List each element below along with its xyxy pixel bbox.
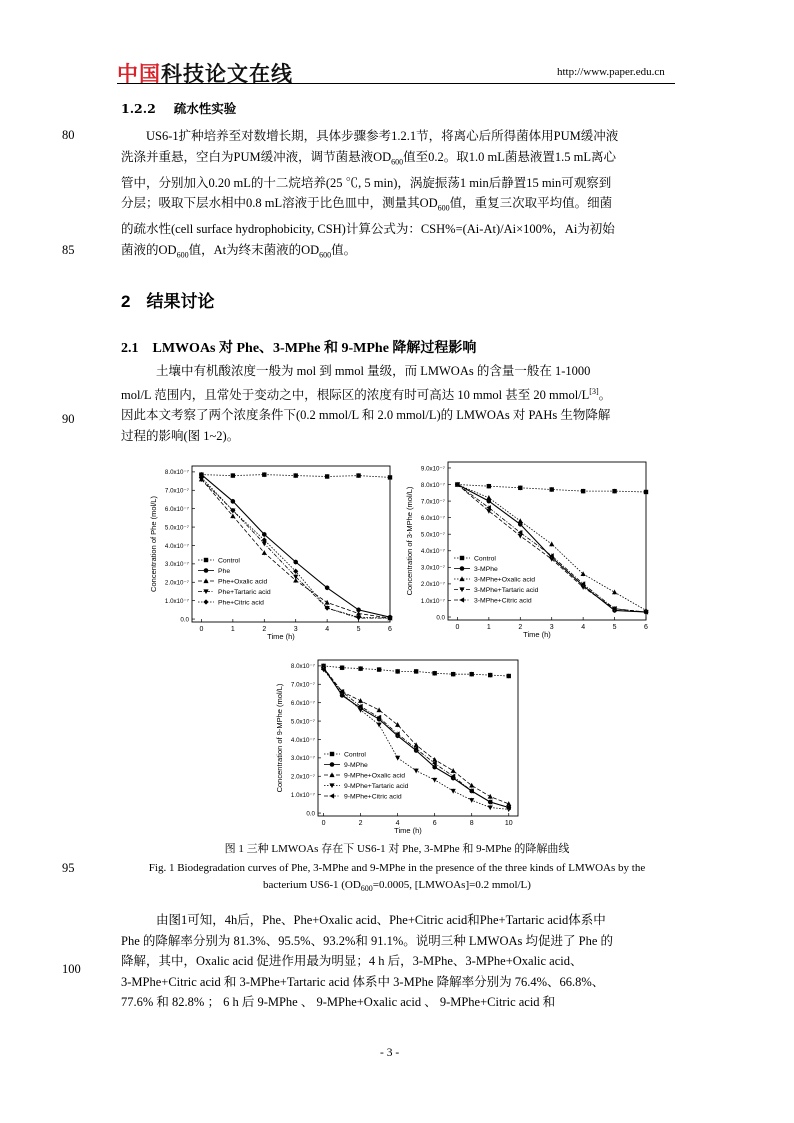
header-url: http://www.paper.edu.cn bbox=[557, 66, 665, 78]
y-tick-label: 3.0x10⁻⁷ bbox=[164, 561, 189, 569]
data-point bbox=[262, 472, 266, 476]
data-point bbox=[395, 669, 399, 673]
data-point bbox=[487, 484, 491, 488]
data-point bbox=[549, 542, 554, 547]
legend-label: 9-MPhe bbox=[344, 761, 368, 769]
line-number: 100 bbox=[62, 962, 81, 976]
data-point bbox=[432, 778, 437, 783]
legend-marker bbox=[204, 558, 208, 562]
figure-caption: 图 1 三种 LMWOAs 存在下 US6-1 对 Phe, 3-MPhe 和 9-MPhe 的降解曲线 Fig. 1 Biodegradation curves of Phe, 3-MPhe and 9-MPhe in the presence of the three kinds of LMWOAs by the bacterium US6-1 ($OD_{600}=0.0005$, [LMWOAs]=0.2 mmol/L) bbox=[148, 843, 646, 894]
y-tick-label: 6.0x10⁻⁷ bbox=[290, 699, 315, 707]
legend-marker bbox=[330, 762, 335, 767]
section-heading-1-2-2: 1.2.2 疏水性实验 bbox=[121, 101, 237, 116]
y-tick-label: 6.0x10⁻⁷ bbox=[420, 514, 445, 522]
legend-marker bbox=[204, 568, 209, 573]
series-4 bbox=[455, 482, 648, 615]
x-tick-label: 4 bbox=[395, 820, 400, 827]
data-point bbox=[518, 518, 523, 523]
x-axis-label: Time (h) bbox=[394, 826, 422, 835]
paragraph-lmwoas: 土壤中有机酸浓度一般为 mol 到 mmol 量级，而 LMWOAs 的含量一般在 1-1000 mol/L 范围内，且常处于变动之中，根际区的浓度有时可高达 10 mmol 甚至 20 mmol/L[3]。 因此本文考察了两个浓度条件下(0.2 mmol/L 和 2.0 mmol/L)的 LMWOAs 对 PAHs 生物降解 过程的影响(图 1~2)。 bbox=[121, 364, 612, 443]
series-0 bbox=[321, 663, 511, 678]
line-number: 90 bbox=[62, 412, 75, 426]
chart-9mphe bbox=[268, 652, 532, 838]
x-axis-label: Time (h) bbox=[523, 630, 551, 639]
data-point bbox=[377, 667, 381, 671]
data-point bbox=[358, 698, 363, 703]
data-point bbox=[518, 486, 522, 490]
y-tick-label: 8.0x10⁻⁷ bbox=[290, 663, 315, 671]
data-point bbox=[231, 499, 236, 504]
section-heading-2-1: 2.1 LMWOAs 对 Phe、3-MPhe 和 9-MPhe 降解过程影响 bbox=[121, 341, 477, 356]
y-tick-label: 7.0x10⁻⁷ bbox=[164, 487, 189, 495]
chart-phe bbox=[140, 458, 396, 642]
legend-label: 9-MPhe+Oxalic acid bbox=[344, 772, 406, 780]
y-tick-label: 5.0x10⁻⁷ bbox=[290, 718, 315, 726]
y-tick-label: 9.0x10⁻⁷ bbox=[420, 465, 445, 473]
y-tick-label: 3.0x10⁻⁷ bbox=[420, 564, 445, 572]
data-point bbox=[231, 473, 235, 477]
y-tick-label: 5.0x10⁻⁷ bbox=[420, 531, 445, 539]
y-tick-label: 5.0x10⁻⁷ bbox=[164, 524, 189, 532]
data-point bbox=[414, 669, 418, 673]
series-0 bbox=[199, 472, 392, 480]
data-point bbox=[451, 768, 456, 773]
y-tick-label: 4.0x10⁻⁷ bbox=[290, 736, 315, 744]
data-point bbox=[451, 672, 455, 676]
x-tick-label: 6 bbox=[432, 820, 437, 827]
y-tick-label: 1.0x10⁻⁷ bbox=[164, 597, 189, 605]
x-tick-label: 0 bbox=[199, 626, 204, 633]
data-point bbox=[414, 769, 419, 774]
y-axis-label: Concentration of 3-MPhe (mol/L) bbox=[405, 486, 414, 596]
legend-label: 9-MPhe+Tartaric acid bbox=[344, 782, 409, 790]
data-point bbox=[469, 798, 474, 803]
data-point bbox=[356, 473, 360, 477]
series-0 bbox=[455, 482, 648, 494]
x-tick-label: 1 bbox=[486, 624, 491, 631]
data-point bbox=[377, 723, 382, 728]
data-point bbox=[325, 585, 330, 590]
data-point bbox=[488, 673, 492, 677]
data-point bbox=[470, 672, 474, 676]
y-axis-label: Concentration of 9-MPhe (mol/L) bbox=[275, 683, 284, 793]
y-tick-label: 4.0x10⁻⁷ bbox=[164, 542, 189, 550]
x-tick-label: 0 bbox=[455, 624, 460, 631]
data-point bbox=[581, 489, 585, 493]
legend-marker bbox=[330, 752, 334, 756]
x-tick-label: 3 bbox=[293, 626, 298, 633]
legend-label: 9-MPhe+Citric acid bbox=[344, 793, 402, 801]
x-tick-label: 6 bbox=[644, 624, 648, 631]
y-tick-label: 7.0x10⁻⁷ bbox=[290, 681, 315, 689]
y-tick-label: 3.0x10⁻⁷ bbox=[290, 755, 315, 763]
legend-label: 3-MPhe+Oxalic acid bbox=[474, 576, 536, 584]
y-tick-label: 8.0x10⁻⁷ bbox=[420, 481, 445, 489]
data-point bbox=[486, 495, 491, 500]
paragraph-hydrophobicity: US6-1扩种培养至对数增长期，具体步骤参考1.2.1节，将离心后所得菌体用PUM缓冲液 洗涤并重悬，空白为PUM缓冲液，调节菌悬液$OD_{600}$值至0.2。取1.0 mL菌悬液置1.5 mL离心 管中，分别加入0.20 mL的十二烷培养(25 ℃, 5 min)，涡旋振荡1 min后静置15 min可观察到 分层；吸取下层水相中0.8 mL溶液于比色皿中，测量其$OD_{600}$值，重复三次取平均值。细菌 的疏水性(cell surface hydrophobicity, CSH)计算公式为：CSH%=(Ai-At)/Ai×100%，Ai为初始 菌液的$OD_{600}$值，At为终末菌液的$OD_{600}$值。 bbox=[121, 129, 619, 259]
legend-label: 3-MPhe+Tartaric acid bbox=[474, 586, 539, 594]
data-point bbox=[507, 674, 511, 678]
y-tick-label: 7.0x10⁻⁷ bbox=[420, 498, 445, 506]
data-point bbox=[550, 487, 554, 491]
data-point bbox=[612, 590, 617, 595]
y-tick-label: 1.0x10⁻⁷ bbox=[420, 597, 445, 605]
data-point bbox=[325, 600, 330, 605]
x-tick-label: 2 bbox=[358, 820, 363, 827]
x-tick-label: 4 bbox=[325, 626, 330, 633]
legend-label: 3-MPhe+Citric acid bbox=[474, 597, 532, 605]
series-1 bbox=[199, 472, 392, 620]
legend-marker bbox=[460, 556, 464, 560]
data-point bbox=[432, 671, 436, 675]
series-1 bbox=[455, 482, 648, 615]
header-rule bbox=[117, 83, 675, 84]
y-tick-label: 0.0 bbox=[436, 614, 445, 622]
y-tick-label: 0.0 bbox=[306, 810, 315, 818]
x-tick-label: 4 bbox=[581, 624, 586, 631]
data-point bbox=[293, 560, 298, 565]
series-line bbox=[201, 479, 390, 618]
line-number: 85 bbox=[62, 243, 75, 257]
legend-label: Phe+Oxalic acid bbox=[218, 578, 268, 586]
legend-marker bbox=[460, 566, 465, 571]
section-heading-2: 2 结果讨论 bbox=[121, 292, 215, 311]
x-tick-label: 5 bbox=[612, 624, 617, 631]
data-point bbox=[488, 805, 493, 810]
y-tick-label: 2.0x10⁻⁷ bbox=[164, 579, 189, 587]
page-number: - 3 - bbox=[380, 1047, 400, 1059]
data-point bbox=[294, 473, 298, 477]
data-point bbox=[488, 794, 493, 799]
data-point bbox=[340, 666, 344, 670]
journal-logo: 中国科技论文在线 bbox=[117, 62, 293, 86]
data-point bbox=[612, 489, 616, 493]
y-tick-label: 8.0x10⁻⁷ bbox=[164, 469, 189, 477]
legend-marker bbox=[459, 597, 464, 602]
data-point bbox=[358, 666, 362, 670]
x-tick-label: 1 bbox=[230, 626, 235, 633]
chart-3mphe bbox=[396, 452, 652, 648]
x-tick-label: 5 bbox=[356, 626, 361, 633]
legend-label: 3-MPhe bbox=[474, 565, 498, 573]
plot-frame bbox=[448, 462, 646, 620]
y-tick-label: 6.0x10⁻⁷ bbox=[164, 505, 189, 513]
legend-label: Phe+Citric acid bbox=[218, 599, 264, 607]
x-tick-label: 3 bbox=[549, 624, 554, 631]
data-point bbox=[262, 550, 267, 555]
y-tick-label: 2.0x10⁻⁷ bbox=[420, 581, 445, 589]
legend-label: Control bbox=[218, 557, 240, 565]
y-tick-label: 1.0x10⁻⁷ bbox=[290, 791, 315, 799]
y-axis-label: Concentration of Phe (mol/L) bbox=[149, 496, 158, 592]
x-tick-label: 10 bbox=[504, 820, 513, 827]
line-number: 80 bbox=[62, 128, 75, 142]
x-tick-label: 2 bbox=[518, 624, 523, 631]
data-point bbox=[581, 571, 586, 576]
paragraph-results: 由图1可知，4h后，Phe、Phe+Oxalic acid、Phe+Citric acid和Phe+Tartaric acid体系中 Phe 的降解率分别为 81.3%、95.5%、93.2%和 91.1%。说明三种 LMWOAs 均促进了 Phe 的 降解，其中，Oxalic acid 促进作用最为明显；4 h 后，3-MPhe、3-MPhe+Oxalic acid、 3-MPhe+Citric acid 和 3-MPhe+Tartaric acid 体系中 3-MPhe 降解率分别为 76.4%、66.8%、 77.6% 和 82.8% ； 6 h 后 9-MPhe 、 9-MPhe+Oxalic acid 、 9-MPhe+Citric acid 和 bbox=[121, 913, 613, 1009]
line-number: 95 bbox=[62, 861, 75, 875]
data-point bbox=[451, 789, 456, 794]
series-3 bbox=[455, 482, 649, 615]
data-point bbox=[325, 474, 329, 478]
data-point bbox=[262, 532, 267, 537]
y-tick-label: 0.0 bbox=[180, 616, 189, 624]
data-point bbox=[388, 475, 392, 479]
data-point bbox=[377, 707, 382, 712]
legend-marker bbox=[329, 793, 334, 798]
y-tick-label: 2.0x10⁻⁷ bbox=[290, 773, 315, 781]
data-point bbox=[395, 756, 400, 761]
legend-label: Control bbox=[344, 751, 366, 759]
x-tick-label: 8 bbox=[469, 820, 474, 827]
legend-marker bbox=[203, 599, 208, 604]
x-axis-label: Time (h) bbox=[267, 632, 295, 641]
legend-label: Phe bbox=[218, 567, 231, 575]
legend-label: Phe+Tartaric acid bbox=[218, 588, 271, 596]
series-line bbox=[201, 479, 390, 618]
data-point bbox=[644, 490, 648, 494]
x-tick-label: 0 bbox=[321, 820, 326, 827]
legend-label: Control bbox=[474, 555, 496, 563]
y-tick-label: 4.0x10⁻⁷ bbox=[420, 548, 445, 556]
x-tick-label: 6 bbox=[388, 626, 392, 633]
x-tick-label: 2 bbox=[262, 626, 267, 633]
series-3 bbox=[321, 667, 511, 812]
